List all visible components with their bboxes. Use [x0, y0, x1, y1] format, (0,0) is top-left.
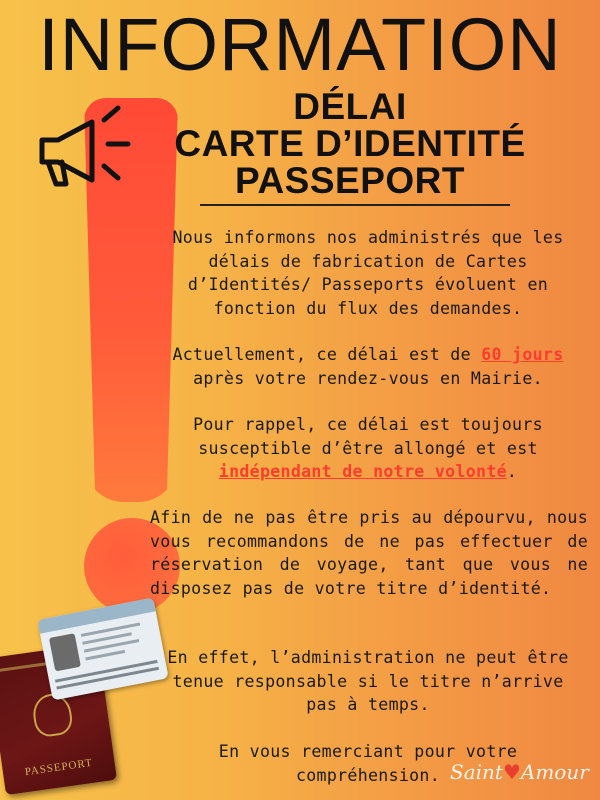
- logo-text-saint: Saint: [450, 760, 503, 784]
- title-divider: [200, 204, 510, 206]
- id-card-image: [37, 597, 168, 700]
- paragraph-current-delay-text: Actuellement, ce délai est de: [172, 345, 482, 364]
- paragraph-responsibility: En effet, l’administration ne peut être tenue responsable si le titre n’arrive pas à temps.: [167, 648, 569, 714]
- paragraph-reminder: [148, 413, 588, 484]
- saint-amour-logo: [450, 760, 600, 800]
- id-card-band: [37, 597, 156, 633]
- paragraph-current-delay: [148, 343, 588, 390]
- paragraph-reminder-text: Pour rappel, ce délai est toujours susceptible d’être allongé et est: [193, 415, 543, 458]
- megaphone-icon: [28, 100, 138, 194]
- passport-label: PASSEPORT: [24, 756, 94, 779]
- id-card-photo: [49, 633, 81, 671]
- id-card-line: [85, 650, 125, 661]
- highlight-60-jours: 60 jours: [481, 345, 564, 364]
- paragraph-travel-advice: Afin de ne pas être pris au dépourvu, nous vous recommandons de ne pas effectuer de réservation de voyage, tant que vous ne disposez pas de votre titre d’identité.: [150, 508, 588, 598]
- paragraph-current-delay-end: après votre rendez-vous en Mairie.: [193, 368, 543, 388]
- logo-text-amour: Amour: [520, 760, 589, 784]
- passport-crest-icon: [31, 691, 74, 738]
- headline: INFORMATION: [38, 3, 562, 86]
- subtitle-line-carte: CARTE D’IDENTITÉ: [174, 123, 526, 164]
- subtitle-line-passeport: PASSEPORT: [235, 160, 465, 201]
- paragraph-thanks: En vous remerciant pour votre compréhension.: [218, 742, 518, 785]
- subtitle-line-delai: DÉLAI: [293, 86, 407, 127]
- subtitle: [160, 88, 540, 199]
- heart-icon: ♥: [502, 760, 521, 784]
- paragraph-reminder-end: .: [506, 462, 518, 481]
- paragraph-intro: Nous informons nos administrés que les délais de fabrication de Cartes d’Identités/ Passeports évoluent en fonction du flux des demandes.: [172, 228, 564, 318]
- highlight-independant: indépendant de notre volonté: [218, 462, 507, 481]
